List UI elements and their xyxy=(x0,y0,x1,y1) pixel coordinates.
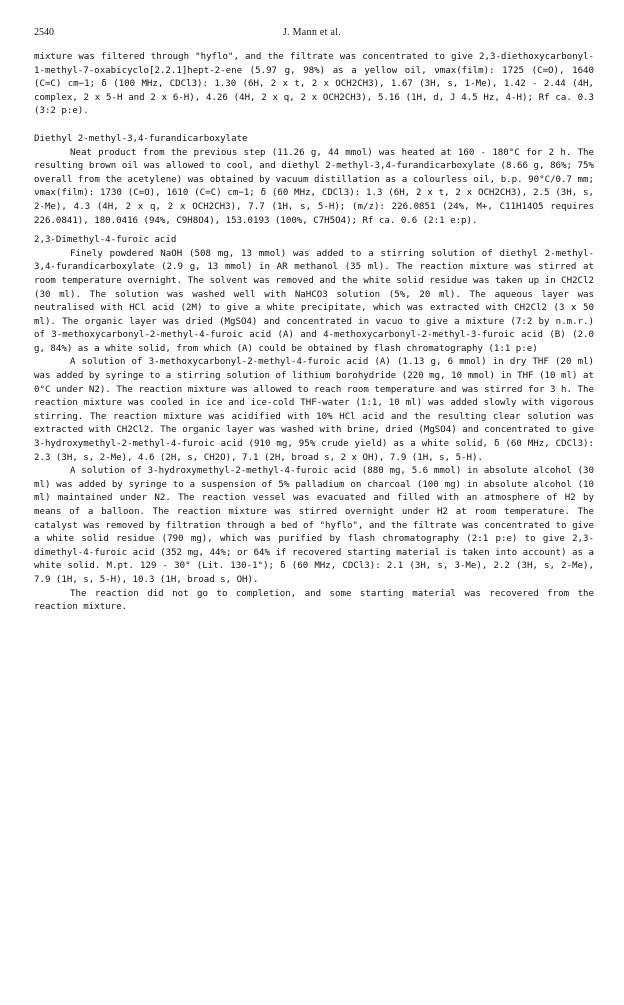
paragraph: A solution of 3-methoxycarbonyl-2-methyl-4-furoic acid (A) (1.13 g, 6 mmol) in dry THF (20 ml) was added by syringe to a stirring solution of lithium borohydride (220 mg, 10 mmol) in THF (10 ml) at 0°C under N2). The reaction mixture was allowed to reach room temperature and was stirred for 3 h. The reaction mixture was cooled in ice and ice-cold THF-water (1:1, 10 ml) was added slowly with vigorous stirring. The reaction mixture was acidified with 10% HCl acid and the resulting clear solution was extracted with CH2Cl2. The organic layer was washed with brine, dried (MgSO4) and concentrated to give 3-hydroxymethyl-2-methyl-4-furoic acid (910 mg, 95% crude yield) as a white solid, δ (60 MHz, CDCl3): 2.3 (3H, s, 2-Me), 4.6 (2H, s, CH2O), 7.1 (2H, broad s, 2 x OH), 7.9 (1H, s, 5-H). xyxy=(34,357,594,463)
section-heading: 2,3-Dimethyl-4-furoic acid xyxy=(34,235,177,246)
paragraph: Finely powdered NaOH (508 mg, 13 mmol) was added to a stirring solution of diethyl 2-methyl-3,4-furandicarboxylate (2.9 g, 13 mmol) in AR methanol (35 ml). The reaction mixture was stirred at room temperature overnight. The solvent was removed and the white solid residue was taken up in CH2Cl2 (30 ml). The solution was washed well with NaHCO3 solution (5%, 20 ml). The aqueous layer was neutralised with HCl acid (2M) to give a white precipitate, which was extracted with CH2Cl2 (3 x 50 ml). The organic layer was dried (MgSO4) and concentrated in vacuo to give a mixture (7:2 by n.m.r.) of 3-methoxycarbonyl-2-methyl-4-furoic acid (A) and 4-methoxycarbonyl-2-methyl-3-furoic acid (B) (2.0 g, 84%) as a white solid, from which (A) could be obtained by flash chromatography (1:1 p:e) xyxy=(34,248,594,354)
page-number: 2540 xyxy=(34,27,54,38)
paragraph: Neat product from the previous step (11.26 g, 44 mmol) was heated at 160 - 180°C for 2 h. The resulting brown oil was allowed to cool, and diethyl 2-methyl-3,4-furandicarboxylate (8.66 g, 86%; 75% overall from the acetylene) was obtained by vacuum distillation as a colourless oil, b.p. 90°C/0.7 mm; νmax(film): 1730 (C=O), 1610 (C=C) cm−1; δ (60 MHz, CDCl3): 1.3 (6H, 2 x t, 2 x OCH2CH3), 2.5 (3H, s, 2-Me), 4.3 (4H, 2 x q, 2 x OCH2CH3), 7.7 (1H, s, 5-H); (m/z): 226.0851 (24%, M+, C11H14O5 requires 226.0841), 180.0416 (94%, C9H8O4), 153.0193 (100%, C7H5O4); Rf ca. 0.6 (2:1 e:p). xyxy=(34,147,594,226)
page-header xyxy=(34,26,590,40)
paragraph: A solution of 3-hydroxymethyl-2-methyl-4-furoic acid (880 mg, 5.6 mmol) in absolute alcohol (30 ml) was added by syringe to a suspension of 5% palladium on charcoal (100 mg) in absolute alcohol (10 ml) maintained under N2. The reaction vessel was evacuated and filled with an atmosphere of H2 by means of a balloon. The reaction mixture was stirred overnight under H2 at room temperature. The catalyst was removed by filtration through a bed of "hyflo", and the filtrate was concentrated to give a white solid residue (790 mg), which was purified by flash chromatography (2:1 p:e) to give 2,3-dimethyl-4-furoic acid (352 mg, 44%; or 64% if recovered starting material is taken into account) as a white solid. M.pt. 129 - 30° (Lit. 130-1°); δ (60 MHz, CDCl3): 2.1 (3H, s, 3-Me), 2.2 (3H, s, 2-Me), 7.9 (1H, s, 5-H), 10.3 (1H, broad s, OH). xyxy=(34,466,594,585)
paragraph: The reaction did not go to completion, and some starting material was recovered from the reaction mixture. xyxy=(34,588,594,613)
paragraph: mixture was filtered through "hyflo", and the filtrate was concentrated to give 2,3-diethoxycarbonyl-1-methyl-7-oxabicyclo[2.2.1]hept-2-ene (5.97 g, 98%) as a yellow oil, νmax(film): 1725 (C=O), 1640 (C=C) cm−1; δ (100 MHz, CDCl3): 1.30 (6H, 2 x t, 2 x OCH2CH3), 1.67 (3H, s, 1-Me), 1.42 - 2.44 (4H, complex, 2 x 5-H and 2 x 6-H), 4.26 (4H, 2 x q, 2 x OCH2CH3), 5.16 (1H, d, J 4.5 Hz, 4-H); Rf ca. 0.3 (3:2 p:e). xyxy=(34,52,594,117)
running-head: J. Mann et al. xyxy=(282,27,342,38)
article-body xyxy=(34,51,594,615)
section-heading: Diethyl 2-methyl-3,4-furandicarboxylate xyxy=(34,133,248,144)
